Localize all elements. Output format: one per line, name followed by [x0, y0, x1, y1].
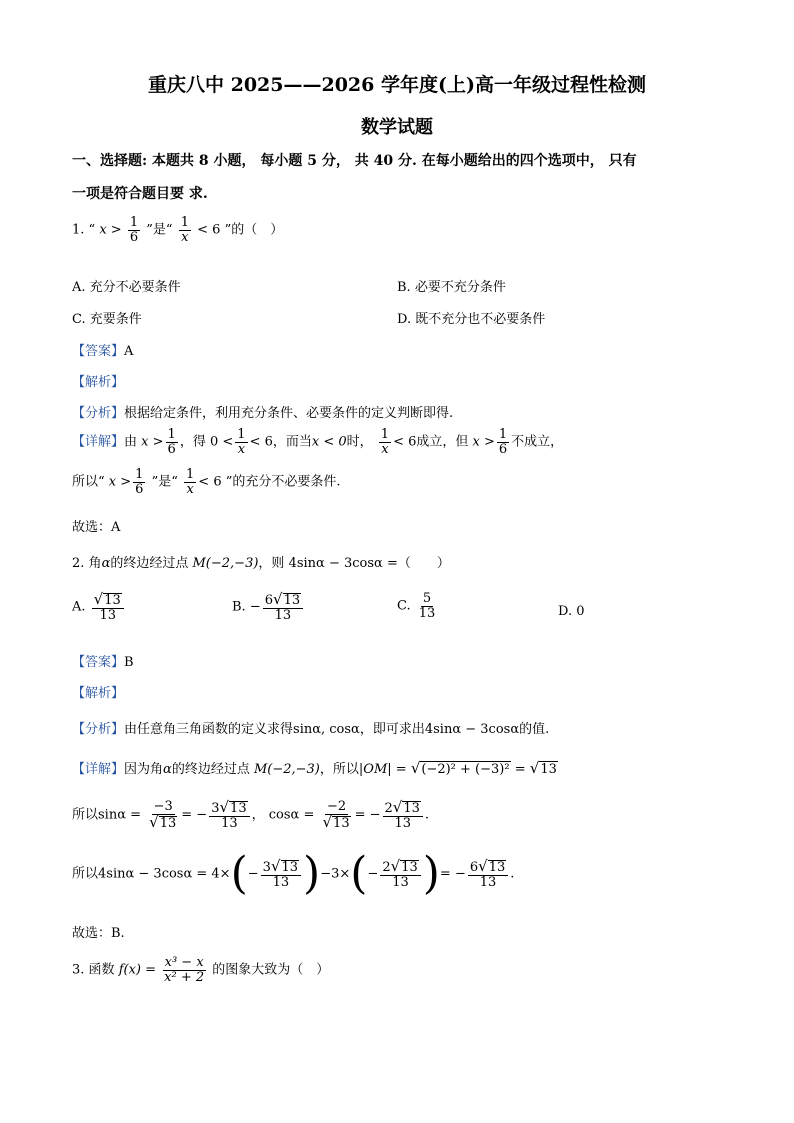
- section-heading-line2: 一项是符合题目要 求.: [72, 186, 208, 202]
- page-title: 重庆八中 2025——2026 学年度(上)高一年级过程性检测: [148, 74, 646, 96]
- q1-cond2-rhs: < 6: [197, 222, 221, 238]
- q1-cond1-frac: $\frac{1}{6}$: [129, 215, 139, 245]
- answer-tag: 【答案】: [72, 344, 125, 359]
- q1-fenxi-text: 根据给定条件，利用充分条件、必要条件的定义判断即得.: [124, 406, 454, 421]
- q2-option-d: D. 0: [558, 604, 585, 619]
- fenxi-tag: 【分析】: [72, 406, 125, 421]
- q1-number: 1.: [72, 222, 85, 238]
- q2-stem: 2. 角α的终边经过点 M(−2,−3)，则 4sinα − 3cosα =（ ）: [72, 556, 450, 571]
- q2-option-c: C. $\frac{5}{13}$: [397, 591, 436, 621]
- q2-choose: 故选：B.: [72, 926, 125, 941]
- q1-cond1-lhs: x >: [99, 222, 122, 238]
- q2-answer: 【答案】B: [72, 655, 134, 670]
- q1-option-a: A. 充分不必要条件: [72, 280, 181, 295]
- q1-answer-value: A: [124, 344, 134, 359]
- q2-result-line: 所以4sinα − 3cosα = 4×(− $\frac{3√13}{13}$ )−3×(− $\frac{2√13}{13}$ )= − $\frac{6√13}{13}$ .: [72, 848, 515, 899]
- q2-option-a: A. $\frac{√13}{13}$: [72, 592, 126, 622]
- q1-option-c: C. 充要条件: [72, 312, 142, 327]
- q1-quote-close: ”的（ ）: [224, 222, 284, 238]
- q1-fenxi: [72, 402, 453, 421]
- section-heading-line1: 一、选择题: 本题共 8 小题， 每小题 5 分， 共 40 分. 在每小题给出的四个选项中， 只有: [72, 153, 637, 169]
- q2-sin-cos-line: 所以sinα = $\frac{-3}{√13}$ = − $\frac{3√13}{13}$ ， cosα = $\frac{-2}{√13}$ = − $\frac{2√13}{13}$ .: [72, 798, 430, 831]
- q1-answer: [72, 340, 133, 359]
- q2-option-b: B. − $\frac{6√13}{13}$: [232, 592, 305, 622]
- q1-analysis-tag: 【解析】: [72, 375, 125, 390]
- q1-option-b: B. 必要不充分条件: [397, 280, 506, 295]
- q1-choose: 故选：A: [72, 520, 121, 535]
- q2-detail: 【详解】因为角α的终边经过点 M(−2,−3)，所以|OM| = √(−2)² + (−3)² = √13: [72, 759, 557, 777]
- q1-conclusion: 所以“ x > $\frac{1}{6}$ ”是“ $\frac{1}{x}$ < 6 ”的充分不必要条件.: [72, 467, 341, 497]
- q3-stem: 3. 函数 f(x) = $\frac{\text{x³ − x}}{\text{x² + 2}}$ 的图象大致为（ ）: [72, 955, 330, 985]
- q1-quote-open: “: [88, 222, 96, 238]
- q1-detail: 【详解】由 x > $\frac{1}{6}$ ，得 0 < $\frac{1}{x}$ < 6，而当x < 0时， $\frac{1}{x}$ < 6成立，但 x > $\frac{1}{6}$ 不成立，: [72, 427, 564, 457]
- detail-tag: 【详解】: [72, 434, 125, 450]
- page-subtitle: 数学试题: [361, 117, 433, 138]
- q2-analysis-tag: 【解析】: [72, 686, 125, 701]
- q1-option-d: D. 既不充分也不必要条件: [397, 312, 546, 327]
- q1-stem: [72, 216, 283, 244]
- q1-cond2-frac: $\frac{1}{x}$: [180, 215, 189, 245]
- q1-quote-mid: ”是“: [146, 222, 173, 238]
- q2-fenxi: 【分析】由任意角三角函数的定义求得sinα, cosα，即可求出4sinα − 3cosα的值.: [72, 722, 550, 737]
